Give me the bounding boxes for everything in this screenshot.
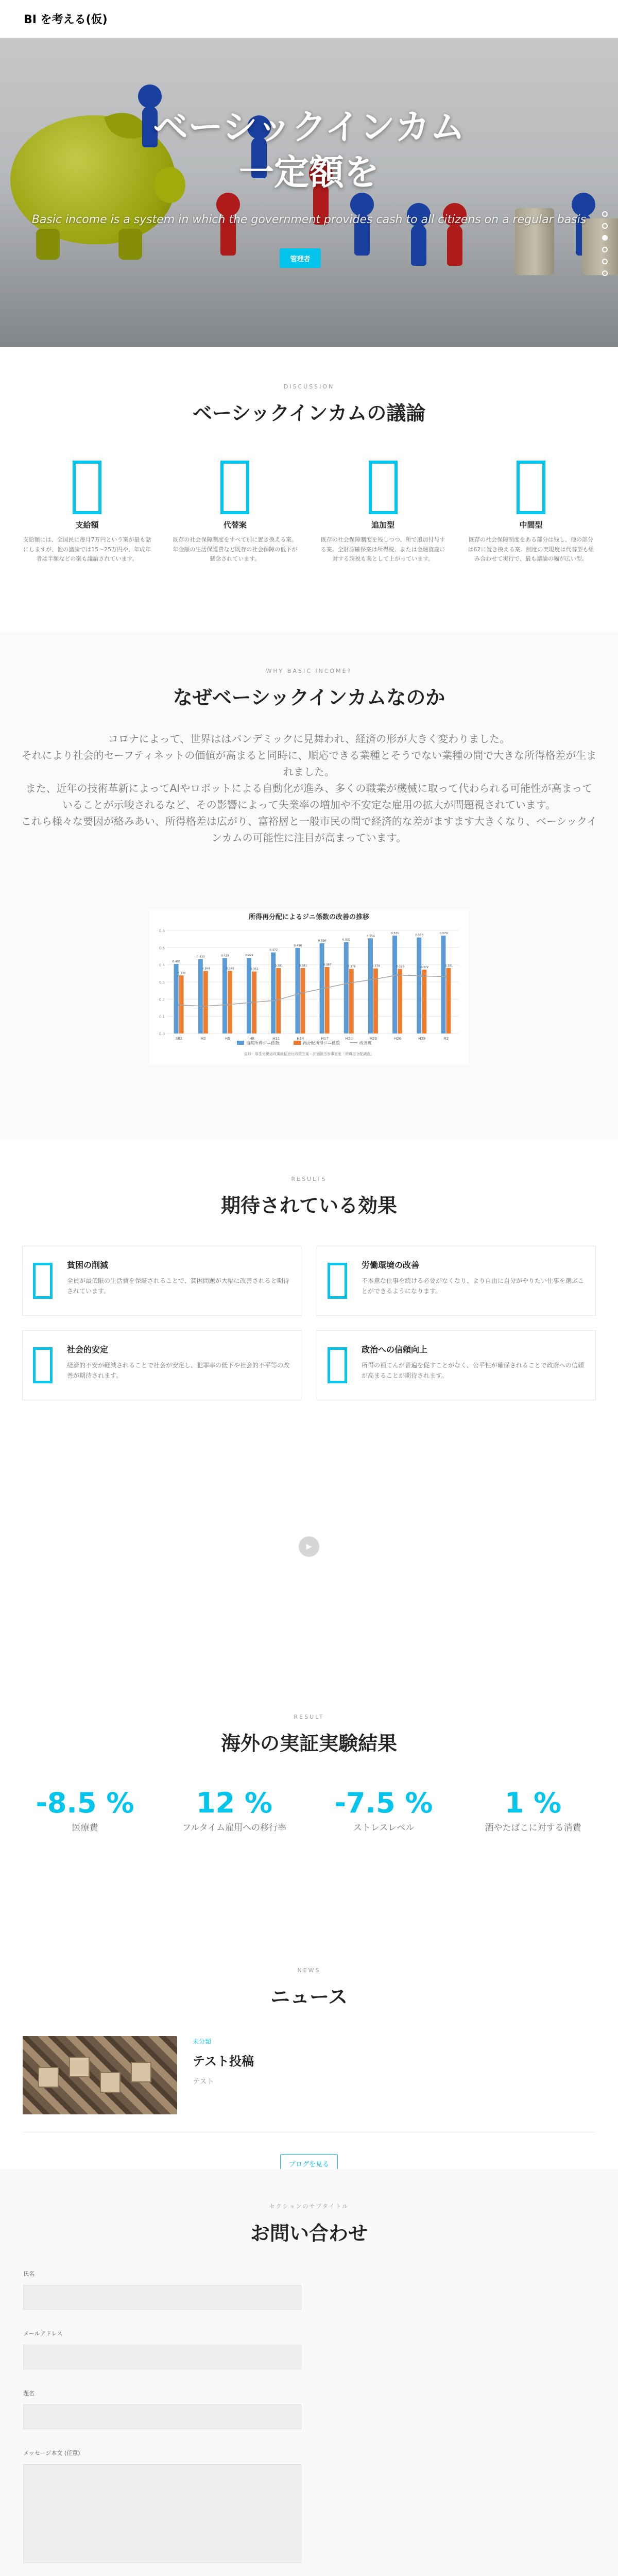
section-title: お問い合わせ: [250, 2222, 368, 2245]
chart-data-label: 0.387: [323, 963, 332, 967]
chart-point: [178, 1004, 180, 1006]
chart-data-label: 0.439: [221, 954, 229, 958]
effects-grid: [22, 1246, 596, 1400]
effect-text: 経済的不安が軽減されることで社会が安定し、犯罪率の低下や社会的不平等の改善が期待されます。: [67, 1362, 290, 1380]
effect-card: [22, 1330, 301, 1400]
chart-y-tick: 0.1: [159, 1014, 165, 1019]
effect-title: 労働環境の改善: [362, 1260, 420, 1270]
news-thumbnail[interactable]: [23, 2036, 177, 2114]
chart-title: 所得再分配によるジニ係数の改善の推移: [248, 913, 370, 921]
chart-point: [251, 1002, 253, 1004]
section-title: 海外の実証実験結果: [220, 1732, 397, 1755]
chart-data-label: 0.472: [269, 948, 278, 952]
chart-x-tick: H11: [272, 1037, 280, 1041]
chart-x-tick: H26: [393, 1037, 402, 1041]
chart-data-label: 0.526: [318, 939, 327, 943]
play-icon[interactable]: ▶: [299, 1536, 319, 1557]
section-subtitle: RESULTS: [291, 1176, 327, 1182]
chart-bar: [368, 938, 373, 1033]
square-outline-icon: [73, 461, 101, 514]
chart-data-label: 0.532: [342, 938, 351, 942]
chart-x-tick: R2: [443, 1037, 449, 1041]
why-paragraph: それにより社会的セーフティネットの価値が高まると同時に、順応できる業種とそうでない業種の間で大きな所得格差が生まれました。: [21, 749, 597, 778]
email-field[interactable]: [23, 2345, 301, 2369]
gini-chart: [149, 910, 469, 1064]
slider-dot[interactable]: [602, 259, 608, 264]
feature-item: [467, 461, 595, 564]
slider-dot[interactable]: [602, 223, 608, 229]
chart-data-label: 0.372: [420, 966, 429, 969]
chart-x-tick: H17: [321, 1037, 329, 1041]
hero-slider-dots: [602, 211, 608, 276]
effect-card: [22, 1246, 301, 1316]
chart-data-label: 0.559: [415, 934, 424, 937]
square-outline-icon: [33, 1347, 53, 1383]
blog-more-button[interactable]: ブログを見る: [280, 2154, 338, 2173]
feature-item: [170, 461, 299, 564]
name-label: 氏名: [23, 2270, 35, 2277]
section-title: なぜベーシックインカムなのか: [173, 686, 445, 709]
section-title: ベーシックインカムの議論: [192, 402, 426, 425]
chart-y-tick: 0.6: [159, 929, 165, 933]
counter-item: [21, 1787, 149, 1833]
subject-label: 題名: [23, 2390, 35, 2397]
square-outline-icon: [33, 1263, 53, 1299]
chart-x-tick: H14: [297, 1037, 304, 1041]
chart-data-label: 0.405: [172, 960, 181, 963]
chart-data-label: 0.554: [367, 935, 375, 938]
chart-note: 資料：厚生労働省政策統括官付政策立案・評価担当参事官室「所得再分配調査」: [244, 1052, 374, 1056]
chart-bar: [349, 969, 354, 1033]
chart-bar: [373, 969, 378, 1033]
chart-bar: [441, 936, 445, 1033]
counter-item: [319, 1787, 448, 1833]
chart-bar: [398, 969, 402, 1033]
features-list: [23, 461, 595, 564]
counter-value: 1 %: [504, 1787, 562, 1819]
chart-x-tick: H2: [200, 1037, 206, 1041]
chart-data-label: 0.379: [372, 964, 380, 968]
news-category-link[interactable]: 未分類: [193, 2038, 212, 2045]
square-outline-icon: [220, 461, 249, 514]
chart-data-label: 0.441: [245, 954, 253, 957]
counter-label: 医療費: [72, 1823, 98, 1833]
subject-field[interactable]: [23, 2404, 301, 2429]
chart-data-label: 0.433: [196, 955, 205, 959]
site-header: [0, 0, 618, 38]
chart-data-label: 0.376: [396, 965, 404, 969]
feature-title: 中間型: [519, 520, 543, 530]
feature-item: [319, 461, 448, 564]
chart-bar: [446, 968, 451, 1033]
chart-x-tick: H23: [369, 1037, 377, 1041]
chart-data-label: 0.570: [391, 932, 399, 935]
chart-y-tick: 0.4: [159, 963, 165, 968]
contact-section: [0, 2169, 618, 2576]
feature-title: 代替案: [223, 520, 247, 530]
chart-y-tick: 0.5: [159, 946, 165, 951]
counter-value: -8.5 %: [36, 1787, 134, 1819]
slider-dot[interactable]: [602, 247, 608, 252]
section-subtitle: NEWS: [297, 1967, 321, 1974]
chart-point: [202, 1005, 204, 1007]
slider-dot-active[interactable]: [602, 235, 608, 241]
counter-value: 12 %: [196, 1787, 273, 1819]
hero-title: [0, 105, 618, 196]
site-title-link[interactable]: BI を考える(仮): [24, 13, 108, 26]
chart-data-label: 0.364: [201, 967, 210, 971]
feature-title: 追加型: [371, 520, 395, 530]
chart-bar: [325, 967, 330, 1033]
section-subtitle: WHY BASIC INCOME?: [266, 668, 352, 674]
chart-bar: [300, 968, 305, 1033]
counter-item: [469, 1787, 597, 1833]
email-label: メールアドレス: [23, 2330, 63, 2337]
section-title: ニュース: [270, 1986, 348, 2008]
news-item: [23, 2036, 595, 2132]
chart-data-label: 0.376: [347, 965, 356, 969]
counters-list: [21, 1787, 597, 1833]
gini-chart-svg: [149, 910, 469, 1064]
chart-point: [275, 999, 277, 1002]
chart-y-tick: 0.0: [159, 1032, 165, 1036]
hero-title-line1: ベーシックインカム: [153, 107, 465, 148]
hero-section: [0, 38, 618, 347]
message-label: メッセージ本文 (任意): [23, 2450, 80, 2456]
chart-point: [445, 976, 448, 978]
chart-bar: [392, 936, 397, 1033]
chart-data-label: 0.498: [294, 944, 302, 947]
why-body-text: [21, 731, 597, 846]
feature-item: [23, 461, 151, 564]
effect-text: 不本意な仕事を続ける必要がなくなり、より自由に自分がやりたい仕事を選ぶことができるようになります。: [362, 1277, 585, 1295]
effect-card: [317, 1330, 596, 1400]
slider-dot[interactable]: [602, 270, 608, 276]
feature-text: 既存の社会保障制度をある部分は残し、他の部分は62に置き換える案。制度の実現度は代替型も組み合わせて実行で、最も議論の幅が広い型。: [468, 536, 594, 563]
chart-data-label: 0.570: [439, 932, 448, 935]
counter-label: フルタイム雇用への移行率: [182, 1823, 287, 1833]
chart-bar: [417, 938, 421, 1033]
chart-data-label: 0.338: [177, 972, 186, 975]
video-section: [0, 1459, 618, 1677]
chart-legend-swatch: [237, 1041, 244, 1045]
why-paragraph: コロナによって、世界ははパンデミックに見舞われ、経済の形が大きく変わりました。: [108, 733, 510, 745]
effect-card: [317, 1246, 596, 1316]
chart-bar: [203, 971, 208, 1033]
counter-value: -7.5 %: [334, 1787, 433, 1819]
chart-x-tick: H5: [225, 1037, 230, 1041]
name-field[interactable]: [23, 2285, 301, 2310]
contact-form: [23, 2269, 301, 2576]
chart-legend-label: 再分配所得ジニ係数: [303, 1041, 340, 1045]
hero-description: Basic income is a system in which the government provides cash to all citizens on a regular basis: [31, 213, 587, 226]
square-outline-icon: [517, 461, 545, 514]
square-outline-icon: [369, 461, 398, 514]
chart-y-tick: 0.3: [159, 980, 165, 985]
section-subtitle: セクションのサブタイトル: [269, 2203, 349, 2210]
feature-text: 既存の社会保障制度を残しつつ、所で追加付与する案。全財源確保案は所得税、または金融資産に対する課税も案として上がっています。: [320, 536, 445, 563]
why-section: [0, 632, 618, 1140]
section-subtitle: DISCUSSION: [283, 383, 335, 390]
chart-legend-label: 当初所得ジニ係数: [246, 1041, 279, 1045]
chart-point: [300, 992, 302, 994]
chart-legend-swatch: [294, 1041, 301, 1045]
effect-title: 貧困の削減: [67, 1260, 109, 1270]
effect-title: 社会的安定: [67, 1345, 109, 1354]
chart-bar: [295, 948, 300, 1033]
chart-bar: [422, 970, 426, 1033]
results-section: [0, 1140, 618, 1459]
counter-label: ストレスレベル: [353, 1823, 415, 1833]
chart-data-label: 0.365: [226, 967, 234, 971]
square-outline-icon: [328, 1347, 347, 1383]
chart-x-tick: H29: [418, 1037, 426, 1041]
chart-point: [348, 982, 350, 984]
counter-item: [170, 1787, 299, 1833]
chart-data-label: 0.381: [299, 964, 307, 968]
square-outline-icon: [328, 1263, 347, 1299]
why-paragraph: また、近年の技術革新によってAIやロボットによる自動化が進み、多くの職業が機械に取って代わられる可能性が高まっていることが示唆されるなど、その影響によって失業率の増加や不安定な雇用の拡大が問題視されています。: [25, 782, 593, 811]
chart-data-label: 0.381: [444, 964, 453, 968]
chart-point: [372, 978, 374, 980]
chart-bar: [228, 971, 232, 1033]
effect-text: 全員が最低限の生活費を保証されることで、貧困問題が大幅に改善されると期待されています。: [67, 1277, 289, 1295]
chart-data-label: 0.361: [250, 968, 259, 971]
hero-admin-button[interactable]: 管理者: [280, 248, 321, 268]
effect-text: 所得の補てんが普遍を促すことがなく、公平性が確保されることで政府への信頼が高まることが期待されます。: [362, 1362, 584, 1380]
news-section: [0, 1931, 618, 2169]
section-title: 期待されている効果: [220, 1194, 397, 1217]
chart-bar: [344, 942, 349, 1033]
chart-x-tick: H8: [249, 1037, 254, 1041]
why-paragraph: これら様々な要因が絡みあい、所得格差は広がり、富裕層と一般市民の間で経済的な差がますます大きくなり、ベーシックインカムの可能性に注目が高まっています。: [21, 815, 597, 844]
chart-x-tick: S62: [175, 1037, 183, 1041]
counter-label: 酒やたばこに対する消費: [485, 1823, 581, 1833]
result-section: [0, 1677, 618, 1931]
feature-title: 支給額: [75, 520, 99, 530]
chart-data-label: 0.381: [274, 964, 283, 968]
effect-title: 政治への信頼向上: [362, 1345, 428, 1354]
news-title-link[interactable]: テスト投稿: [193, 2054, 254, 2069]
chart-y-tick: 0.2: [159, 997, 165, 1002]
chart-legend-label: 改善度: [359, 1041, 372, 1045]
feature-text: 支給額には、全国民に毎月7万円という案が最も話にしますが、他の議論では15〜25万円や、年成年者は半額などの案も議論されています。: [23, 536, 151, 563]
chart-point: [397, 974, 399, 976]
message-textarea[interactable]: [23, 2464, 301, 2563]
section-subtitle: RESULT: [294, 1714, 324, 1720]
chart-x-tick: H20: [345, 1037, 353, 1041]
chart-point: [421, 975, 423, 977]
slider-dot[interactable]: [602, 211, 608, 217]
discussion-section: [0, 347, 618, 632]
feature-text: 既存の社会保障制度をすべて別に置き換える案。年金額の生活保護費など既存の社会保障の低下が懸念されています。: [173, 536, 298, 563]
chart-point: [324, 987, 326, 989]
news-excerpt: テスト: [193, 2078, 214, 2086]
chart-point: [227, 1004, 229, 1006]
hero-title-line2: 一定額を: [238, 152, 379, 194]
